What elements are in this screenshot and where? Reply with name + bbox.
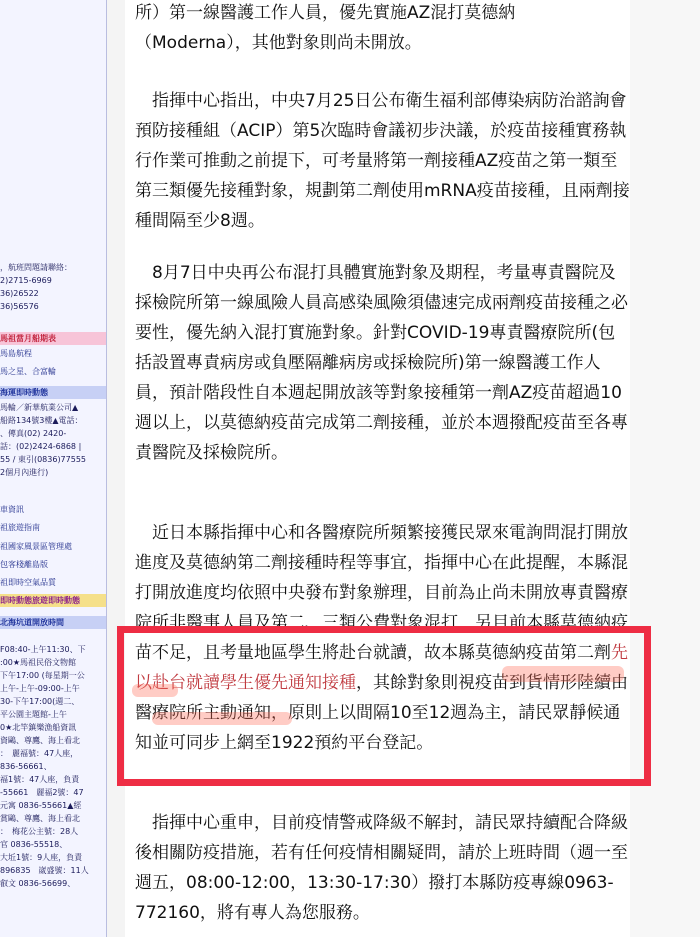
sidebar-text: -55661 麗福2號：47	[0, 788, 84, 797]
sidebar-text: 上午-上午-09:00-上午	[0, 684, 80, 693]
sidebar-text: ，航班問題請聯絡：	[0, 263, 72, 272]
sidebar-text: 話：(02)2424-6868 |	[0, 442, 82, 451]
right-gutter	[630, 0, 700, 937]
sidebar-text: 0★北竿鎮樂漁船資訊	[0, 723, 77, 732]
sidebar-section-tunnel-hours[interactable]: 北海坑道開放時間	[0, 616, 106, 629]
sidebar-section-shipping-status[interactable]: 海運即時動態	[0, 386, 106, 399]
paragraph-text: 近日本縣指揮中心和各醫療院所頻繁接獲民眾來電詢問混打開放進度及莫德納第二劑接種時程等事宜，指揮中心在此提醒，本縣混打開放進度均依照中央發布對象辦理，目前為止尚未開放專責醫療院所非醫事人員及第二、三類公費對象混打，另目前本縣莫德納疫苗不足，且考量地區學生將赴台就讀，故本縣莫德納疫苗第二劑	[135, 523, 628, 663]
left-gutter	[107, 0, 125, 937]
sidebar-text: 資鷗、尊鷹、海上看北	[0, 736, 80, 745]
marker-stroke	[502, 666, 624, 682]
sidebar-phone: 2)2715-6969	[0, 276, 52, 285]
paragraph-aug7: 8月7日中央再公布混打具體實施對象及期程，考量專責醫院及採檢院所第一線風險人員高感染風險須儘速完成兩劑疫苗接種之必要性，優先納入混打實施對象。針對COVID-19專責醫療院所(包括設置專責病房或負壓隔離病房或採檢院所)第一線醫護工作人員，預計階段性自本週起開放該等對象接種第一劑AZ疫苗超過10週以上，以莫德納疫苗完成第二劑接種，並於本週撥配疫苗至各專責醫院及採檢院所。	[135, 263, 628, 463]
sidebar-text: 元寓 0836-55661▲經	[0, 801, 82, 810]
sidebar-text: 賞鷗、尊鷹、海上看北	[0, 814, 80, 823]
sidebar-text: :00★馬祖民俗文物館	[0, 658, 77, 667]
sidebar-text: 官 0836-55518、	[0, 840, 68, 849]
article-body	[125, 0, 630, 937]
sidebar-link[interactable]: 馬島航程	[0, 349, 32, 358]
sidebar-text: 大坵1號：9人座，負責	[0, 853, 83, 862]
sidebar-link[interactable]: 祖旅遊指南	[0, 523, 40, 532]
sidebar-phone: 36)26522	[0, 289, 39, 298]
sidebar-text: 福1號：47人座，負責	[0, 775, 80, 784]
sidebar-text: 馬輪／新華航業公司▲	[0, 403, 79, 412]
marker-stroke	[152, 712, 292, 725]
sidebar-text: 船路134號3樓▲電話：	[0, 416, 83, 425]
sidebar-text: 896835 崴盛號：11人	[0, 866, 89, 875]
sidebar-text: 836-56661、	[0, 762, 52, 771]
sidebar-section-ship-schedule[interactable]: 馬祖當月船期表	[0, 332, 106, 345]
sidebar-link[interactable]: 包客棧離島版	[0, 560, 48, 569]
sidebar-text: 下午17:00 (每星期一公	[0, 671, 85, 680]
sidebar-text: 30-下午17:00(週二、	[0, 697, 80, 706]
sidebar-link[interactable]: 祖國家風景區管理處	[0, 542, 72, 551]
marker-stroke	[132, 684, 178, 697]
sidebar-section-travel-status[interactable]: 即時動態旅遊即時動態	[0, 594, 106, 607]
sidebar-text: 55 / 東引(0836)77555	[0, 455, 87, 464]
paragraph-intro: 所）第一線醫護工作人員，優先實施AZ混打莫德納 （Moderna），其他對象則尚未開放。	[135, 3, 516, 53]
paragraph-acip: 指揮中心指出，中央7月25日公布衛生福利部傳染病防治諮詢會預防接種組（ACIP）第5次臨時會議初步決議，於疫苗接種實務執行作業可推動之前提下，可考量將第一劑接種AZ疫苗之第一類至第三類優先接種對象，規劃第二劑使用mRNA疫苗接種，且兩劑接種間隔至少8週。	[135, 91, 630, 231]
sidebar-link[interactable]: 祖即時空氣品質	[0, 578, 56, 587]
highlighted-phrase: 先以赴台就讀學生優先通知接種	[135, 643, 628, 693]
sidebar-text: 叡文 0836-56699、	[0, 879, 76, 888]
sidebar-link[interactable]: 馬之星、合富輪	[0, 367, 56, 376]
paragraph-text: ，其餘對象則視疫苗到貨情形陸續由醫療院所主動通知，原則上以間隔10至12週為主，請民眾靜候通知並可同步上網至1922預約平台登記。	[135, 673, 628, 753]
sidebar-text: 、傳真(02) 2420-	[0, 429, 67, 438]
sidebar-phone: 36)56576	[0, 302, 39, 311]
sidebar-text: ： 麗福號：47人座，	[0, 749, 79, 758]
sidebar-text: 平公園主題館-上午	[0, 710, 67, 719]
sidebar-text: F08:40-上午11:30、下	[0, 645, 86, 654]
paragraph-reminder: 指揮中心重申，目前疫情警戒降級不解封，請民眾持續配合降級後相關防疫措施，若有任何疫情相關疑問，請於上班時間（週一至週五，08:00-12:00，13:30-17:30）撥打本縣防疫專線0963-772160，將有專人為您服務。	[135, 813, 628, 923]
left-sidebar	[0, 0, 107, 937]
sidebar-link[interactable]: 車資訊	[0, 505, 24, 514]
sidebar-text: 2個月內進行)	[0, 468, 49, 477]
sidebar-text: ： 梅花公主號：28人	[0, 827, 79, 836]
